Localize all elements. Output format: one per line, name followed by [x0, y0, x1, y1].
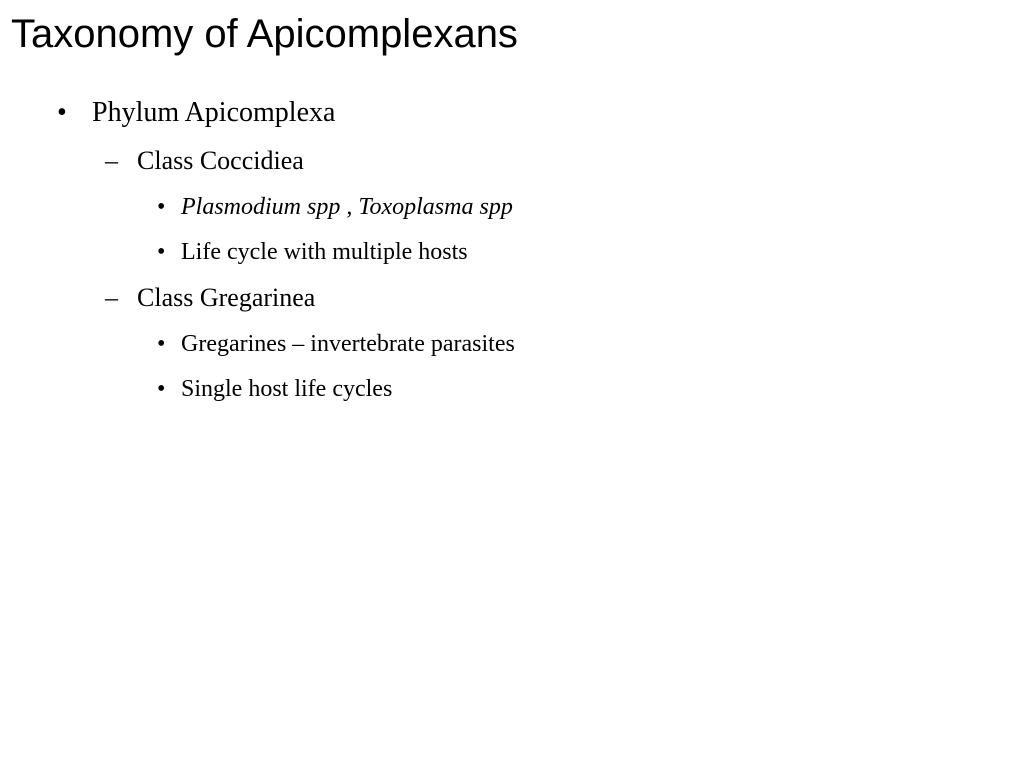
bullet-marker: •: [157, 239, 166, 265]
subsubitem-text: Life cycle with multiple hosts: [181, 239, 468, 265]
bullet-marker: •: [157, 331, 166, 357]
subsubitem-text: Gregarines – invertebrate parasites: [181, 331, 515, 357]
slide-title: Taxonomy of Apicomplexans: [11, 12, 518, 56]
dash-marker: –: [105, 283, 118, 312]
dash-marker: –: [105, 146, 118, 175]
subitem-text: Class Gregarinea: [137, 283, 316, 312]
subitem-text: Class Coccidiea: [137, 146, 304, 175]
bullet-marker: •: [57, 97, 67, 128]
bullet-marker: •: [157, 194, 166, 220]
subsubitem-text: Plasmodium spp , Toxoplasma spp: [181, 194, 513, 220]
subsubitem-text: Single host life cycles: [181, 376, 393, 402]
bullet-marker: •: [157, 376, 166, 402]
bullet-text: Phylum Apicomplexa: [92, 97, 336, 128]
